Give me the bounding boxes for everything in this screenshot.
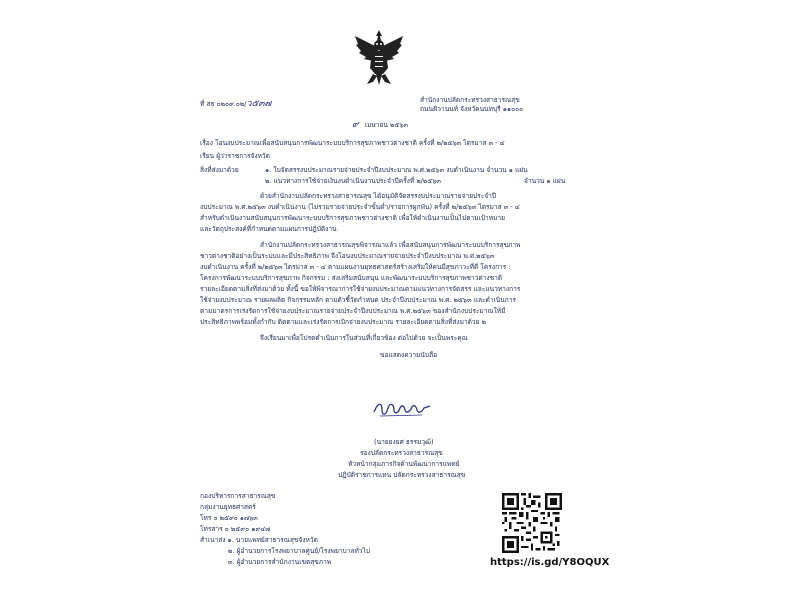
attachment-item-2-count: จำนวน ๑ แผ่น xyxy=(524,177,566,185)
signer-title-2: หัวหน้ากลุ่มภารกิจด้านพัฒนาการแพทย์ xyxy=(348,460,460,468)
letter-date: ๙ เมษายน ๒๕๖๓ xyxy=(352,120,409,130)
paragraph-1-line: ด้วยสำนักงานปลัดกระทรวงสาธารณสุข ได้อนุมัติจัดสรรงบประมาณรายจ่ายประจำปี xyxy=(260,192,496,200)
qr-code xyxy=(502,493,562,553)
footer-group: กลุ่มงานยุทธศาสตร์ xyxy=(200,503,256,511)
closing-request: จึงเรียนมาเพื่อโปรดดำเนินการในส่วนที่เกี่ยวข้อง ต่อไปด้วย จะเป็นพระคุณ xyxy=(260,334,468,342)
paragraph-2-line: งบดำเนินงาน ครั้งที่ ๒/๒๕๖๓ ไตรมาส ๓ - ๔ ตามแผนงานยุทธศาสตร์สร้างเสริมให้คนมีสุขภาวะที่ดี โครงการ : xyxy=(200,263,511,271)
attachment-item-2: ๒. แนวทางการใช้จ่ายเงินงบดำเนินงานประจำปีครั้งที่ ๒/๒๕๖๓ xyxy=(265,177,441,185)
paragraph-2-line: ใช้จ่ายงบประมาณ รายผลผลิต กิจกรรมหลัก ตามตัวชี้วัดกำหนด ประจำปีงบประมาณ พ.ศ. ๒๕๖๓ และดำเนินการ xyxy=(200,296,517,304)
paragraph-2-line: ประสิทธิภาพพร้อมทั้งกำกับ ติดตามและเร่งรัดการเบิกจ่ายงบประมาณ รายละเอียดตามสิ่งที่ส่งมาด้วย ๒ xyxy=(200,318,486,326)
signer-title-3: ปฏิบัติราชการแทน ปลัดกระทรวงสาธารณสุข xyxy=(338,471,466,479)
issuing-office: สำนักงานปลัดกระทรวงสาธารณสุข xyxy=(420,96,520,104)
reference-number: ที่ สธ ๐๒๐๙.๐๒/ว๕๓๗ xyxy=(200,99,272,109)
footer-fax: โทรสาร ๐ ๒๕๙๐ ๑๙๔๗ xyxy=(200,525,271,533)
qr-url-label: https://is.gd/Y8OQUX xyxy=(490,557,610,568)
signature-icon xyxy=(372,398,432,420)
attachments-label: สิ่งที่ส่งมาด้วย xyxy=(200,166,239,174)
regards: ขอแสดงความนับถือ xyxy=(380,351,438,359)
cc-item-1: สำเนาส่ง ๑. นายแพทย์สาธารณสุขจังหวัด xyxy=(200,536,318,544)
paragraph-1-line: สำหรับดำเนินงานสนับสนุนการพัฒนาระบบบริการสุขภาพชาวต่างชาติ เพื่อให้ดำเนินงานเป็นไปตามเป้าหมาย xyxy=(200,214,505,222)
paragraph-2-line: รายละเอียดตามสิ่งที่ส่งมาด้วย ทั้งนี้ ขอให้พิจารณาการใช้จ่ายงบประมาณตามแนวทางการจัดสรร และแนวทางการ xyxy=(200,285,521,293)
paragraph-2-line: สำนักงานปลัดกระทรวงสาธารณสุขพิจารณาแล้ว เพื่อสนับสนุนการพัฒนาระบบบริการสุขภาพ xyxy=(260,241,521,249)
paragraph-2-line: ชาวต่างชาติอย่างเป็นระบบและมีประสิทธิภาพ จึงโอนงบประมาณรายจ่ายประจำปีงบประมาณ พ.ศ.๒๕๖๓ xyxy=(200,252,495,260)
date-day-handwritten: ๙ xyxy=(352,120,359,130)
letter-recipient: เรียน ผู้ว่าราชการจังหวัด xyxy=(200,152,270,160)
paragraph-1-line: งบประมาณ พ.ศ.๒๕๖๓ งบดำเนินงาน (ไม่รวมรายจ่ายประจำขั้นต่ำ/รายการผูกพัน) ครั้งที่ ๒/๒๕๖๓ ไตรมาส ๓ - ๔ xyxy=(200,203,520,211)
reference-handwritten: ว๕๓๗ xyxy=(246,99,272,109)
footer-telephone: โทร ๐ ๒๕๙๐ ๑๗๖๓ xyxy=(200,514,258,522)
paragraph-1-line: และวัตถุประสงค์ที่กำหนดตามแผนการปฏิบัติงาน xyxy=(200,225,337,233)
cc-item-3: ๓. ผู้อำนวยการสำนักงานเขตสุขภาพ xyxy=(228,558,332,566)
signer-title-1: รองปลัดกระทรวงสาธารณสุข xyxy=(360,449,443,457)
signer-name: (นายยงยศ ธรรมวุฒิ) xyxy=(374,438,434,446)
letter-subject: เรื่อง โอนงบประมาณเพื่อสนับสนุนการพัฒนาระบบบริการสุขภาพชาวต่างชาติ ครั้งที่ ๒/๒๕๖๓ ไตรมาส ๓ - ๔ xyxy=(200,139,505,147)
paragraph-2-line: ตามมาตรการเร่งรัดการใช้จ่ายงบประมาณรายจ่ายประจำปีงบประมาณ พ.ศ.๒๕๖๓ ของสำนักงบประมาณให้มี xyxy=(200,307,506,315)
footer-department: กองบริหารการสาธารณสุข xyxy=(200,492,276,500)
cc-item-2: ๒. ผู้อำนวยการโรงพยาบาลศูนย์/โรงพยาบาลทั่วไป xyxy=(228,547,370,555)
paragraph-2-line: โครงการพัฒนาระบบบริการสุขภาพ กิจกรรม : ส่งเสริมสนับสนุน และพัฒนาระบบบริการสุขภาพชาวต่างชาติ xyxy=(200,274,503,282)
office-address: ถนนติวานนท์ จังหวัดนนทบุรี ๑๑๐๐๐ xyxy=(420,105,524,113)
attachment-item-1: ๑. ใบจัดสรรงบประมาณรายจ่ายประจำปีงบประมาณ พ.ศ.๒๕๖๓ งบดำเนินงาน จำนวน ๑ แผ่น xyxy=(265,166,528,174)
